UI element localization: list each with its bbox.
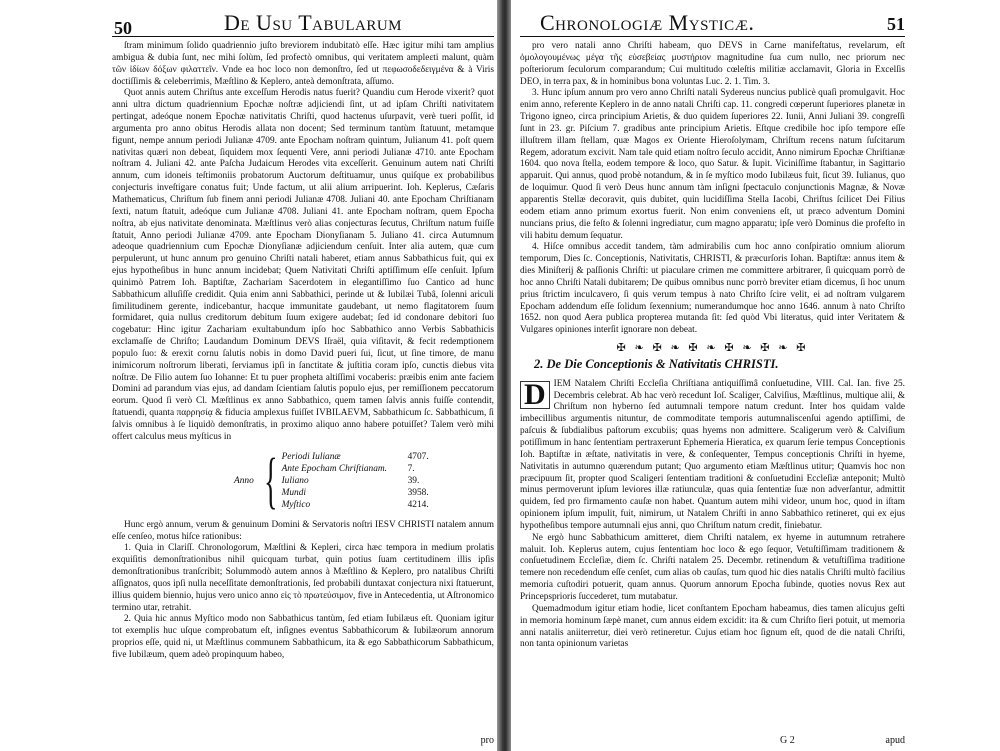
left-paragraph-1: ſtram minimum ſolido quadriennio juſto breviorem indubitatò eſſe. Hæc igitur mihi tam amplius ambigua & dubia ſunt, nec mihi ſolùm, ſed profectò omnibus, qui veritatem ampleɛti malunt, quàm τῶν ἰδίων δόξων φιλαττεῖν. Vnde ea hoc loco non demonſtro, ſed ut πεφωσοδεδειγμένα & à Viris doctiſſimis & celeberrimis, Mæſtlino & Keplero, anteà demonſtrata, aſſumo. bbox=[112, 41, 494, 87]
year-table-label: Ante Epocham Chriſtianam. bbox=[281, 463, 388, 474]
year-table-label: Iuliano bbox=[281, 475, 309, 486]
left-paragraph-4: 1. Quia in Clariſſ. Chronologorum, Mæſtlini & Kepleri, circa hæc tempora in medium prolatis exquiſitis demonſtrationibus nihil quicquam turbat, quin potius ſuam certitudinem illis ipſis demonſtrationibus tranſcribit; Solummodò autem annos à Mæſtlino & Keplero, pro natalibus Chriſti aſſignatos, quos ipſi nulla neceſſitate demonſtrationis, ſed probabili duntaxat conjectura nixi ſtatuerunt, illius quidem biennio, hujus vero unico anno εἰς τὸ πρωτεύσιμον, five in Antecedentia, ut Aſtronomico termino utar, retrahit. bbox=[112, 543, 494, 613]
year-table-value: 4214. bbox=[407, 499, 429, 510]
left-page-number: 50 bbox=[114, 18, 132, 38]
left-running-title: De Usu Tabularum bbox=[224, 10, 402, 35]
right-paragraph-5: Ne ergò hunc Sabbathicum amitteret, diem Chriſti natalem, ex hyeme in autumnum retrahere maluit. Ioh. Keplerus autem, cujus ſententiam hoc loco & ego ſequor, Vetuſtiſſimam traditionem & conſuetudinem Eccleſiæ, diem ſc. Chriſti natalem 25. Decembr. retinendum & vetuſtiſſima traditione temere non recedendum eſſe cenſet, cum alias ob cauſas, tum quod hic dies natalis Chriſti multò facilius memoria cuſtodiri potuerit, quam annus. Quorum annorum Epocha ſubinde, quoties novus Rex aut Princepsprioris ſuccederet, tum mutabatur. bbox=[520, 532, 905, 602]
right-page bbox=[520, 6, 905, 746]
right-page-header bbox=[520, 6, 905, 37]
ornament-band: ✠ ❧ ✠ ❧ ✠ ❧ ✠ ❧ ✠ ❧ ✠ bbox=[616, 342, 809, 355]
brace-icon: { bbox=[263, 446, 278, 515]
year-table bbox=[234, 446, 494, 515]
year-table-value: 3958. bbox=[407, 487, 429, 498]
right-running-title: Chronologiæ Myſticæ. bbox=[540, 10, 755, 35]
right-page-number: 51 bbox=[887, 14, 905, 34]
year-table-value: 39. bbox=[407, 475, 420, 486]
year-table-value: 4707. bbox=[407, 451, 429, 462]
left-paragraph-5: 2. Quia hic annus Myſtico modo non Sabbathicus tantùm, ſed etiam Iubilæus eſt. Quoniam igitur tot exemplis huc uſque comprobatum eſt, inſignes eventus Sabbathicorum & Iubilæorum annorum proprios eſſe, quid ni, ut Mæſtlinus communem Sabbathicum, ita & ego Sabbathicorum Sabbathicum, five Iubilæum, quem adeò propinquum habeo, bbox=[112, 614, 494, 660]
year-table-prefix: Anno bbox=[234, 475, 254, 486]
left-page bbox=[112, 6, 494, 746]
right-paragraph-3: 4. Hiſce omnibus accedit tandem, tàm admirabilis cum hoc anno conſpiratio omnium aliorum temporum, Dies ſc. Conceptionis, Nativitatis, CHRISTI, & præcurſoris Iohan. Baptiſtæ: annus item & dies Miniſterij & paſſionis Chriſti: ut piaculare crimen me committere arbitrarer, ſi quicquam porrò de hoc anno Chriſti Natali dubitarem; De quibus omnibus nunc porrò breviter etiam dicemus, ſi hoc unum prius ſtrictim inculcavero, ſi quis verum tempus à nato Chriſto ſcire velit, ei ad noſtram vulgarem Epocham addendum eſſe ſolidum ſexennium; numerandumque hoc anno 1646. annum à nato Chriſto 1652. non quod Aera publica propterea mutanda ſit: ſed quòd Vbi literatus, quid inter Veritatem & Vulgares opiniones interſit ignorare non debeat. bbox=[520, 242, 905, 336]
signature-mark: G 2 bbox=[780, 735, 795, 746]
left-page-body bbox=[112, 41, 494, 662]
section-heading: 2. De Die Conceptionis & Nativitatis CHRISTI. bbox=[534, 356, 779, 371]
year-table-rows bbox=[282, 451, 448, 511]
right-paragraph-4: IEM Natalem Chriſti Eccleſia Chriſtiana antiquiſſimâ conſuetudine, VIII. Cal. Ian. five 25. Decembris celebrat. Ab hac verò recedunt Ioſ. Scaliger, Calviſius, Mæſtlinus, multique alii, & Chriſtum non hyberno ſed autumnali tempore natum credunt. Inter hos quidam valde imbecillibus argumentis nituntur, de commoditate temporis autumnaliscenſui agendo aptiſſimi, de paſcuis & ſubdialibus paſtorum excubiis; quas hyems non admittere. Scaligerum verò & Calviſium potiſſimum in hanc ſententiam pertraxerunt Ephemeria Hieratica, ex quarum ſerie tempus Conceptionis Ioh. Baptiſtæ in æſtate, nativitatis in vere, & conſequenter, Tempus conceptionis Chriſti in hyeme, Nativitatis in autumno quærendum putant; Quo argumento etiam Mæſtlinus utitur; Quamvis hoc non præcipuum ſit, propter quod Scaligeri ſententiam traditioni & conſuetudini Eccleſiæ anteponit; Multò minus permoverunt ipſum leviores illæ ratiunculæ, quas quia ſententiæ ſuæ non adverſantur, admittit quidem, ſed pro firmamento cauſæ non habet. Quantum autem mihi videor, unum hoc, quod in iſtam opinionem ipſum impulit, fuit, nimirum, ut Natalem Chriſti in anno Sabbathico retineret, qui ex ejus hypotheſibus tempore autumnali ejus anni, quo Chriſtum natum credit, finiebatur. bbox=[520, 378, 905, 531]
year-table-label: Mundi bbox=[281, 487, 307, 498]
right-paragraph-6: Quemadmodum igitur etiam hodie, licet conſtantem Epocham habeamus, dies tamen alicujus geſti in memoria hominum ſæpè manet, cum annus eidem excidit: ita & cum Chriſto ſieri potuit, ut memoria anni natalis aniiterretur, diei verò retineretur. Cujus etiam hoc ſignum eſt, quod de die natali Chriſti, non tanta opinionum varietas bbox=[520, 603, 905, 650]
left-catchword: pro bbox=[480, 735, 494, 746]
right-paragraph-1: pro vero natali anno Chriſti habeam, quo DEVS in Carne manifeſtatus, revelarum, eſt ὁμολογουμένως μέγα τῆς εὐσεβείας μυστήριον magnitudine ſua cum nullo, nec priorum nec poſteriorum ſeculorum comparandum; Cui multitudo cœleſtis militiæ acclamavit, Gloria in Excelſis DEO, in terra pax, & in hominibus bona voluntas Luc. 2. 1. Tim. 3. bbox=[520, 41, 905, 87]
left-page-header bbox=[112, 6, 494, 37]
right-page-body bbox=[520, 41, 905, 651]
left-paragraph-2: Quot annis autem Chriſtus ante exceſſum Herodis natus fuerit? Quandiu cum Herode vixerit? quot anni ultra dictum quadriennium Epochæ noſtræ adjiciendi ſint, ut ad ipſam Chriſti nativitatem pertingat, adeóque nonem Epochæ nativitatis Chriſti, quod hactenus uſurpavit, verè tueri poſſit, id argumenta pro anno obitus Herodis allata non docent; Sed terminum tantùm ſtatuunt, metamque figunt, nempe annum periodi Julianæ 4709. ante Epocham noſtram quintum, Julianum 41. poſt quem nativitas quæri non debeat, ſiquidem mox ſequenti Vere, anni periodi Julianæ 4710. ante Epocham noſtram 4. Juliani 42. ante Paſcha Judaicum Herodes vita exceſſerit. Genuinum autem nati Chriſti annum, cum idoneis teſtimoniis probatorum Auctorum deſtituamur, unus quiſque ex probabilibus conjecturis inveſtigare conatus fuit; Unde factum, ut alii alium arripuerint. Ioh. Keplerus, Cæſaris Mathematicus, Chriſtum ſub finem anni periodi Julianæ 4708. Juliani 40. ante Epocham Chriſtianam ſexti, natum ſtatuit, adeóque cum Julianæ 4708. Juliani 41. ante Epocham noſtram, quem Epocha noſtra, ab ejus nativitate denominata. Mæſtlinus verò alias conjecturas ſecutus, Chriſtum natum fuiſſe ſtatuit, Anno periodi Julianæ 4709. ante Epocham Dionyſianam 5. Juliano 41. circa Autumnum adeoque quadriennium cum Epochæ Dionyſianæ adjiciendum cenſuit. Inter alia autem, quæ cum perpulerunt, ut hunc annum pro genuino Chriſti natali haberet, etiam annus Sabbathicus fuit, qui ex ejus hypotheſibus in hunc annum incidebat; Quem Nativitati Chriſti aptiſſimum eſſe cenſuit. Ipſum quinimò Patrem Ioh. Baptiſtæ, Zachariam Sacerdotem in elegantiſſimo ſuo Cantico ad hunc Sabbathicum alluſiſſe credidit. Quia enim anni Sabbathici, perinde ut & Iubilæi Tubâ, ſolenni ariculi ſimilitudinem gerente, indicebantur, hacque immunitate gaudebant, ut nemo flagitatorem ſuum formidaret, quia nullus creditorum debitum ſuum exigere audebat; ſed id condonare debitori ſuo cogebatur: Hinc igitur Zachariam exultabundum ipſo hoc Sabbathico anno Verbis Sabbathicis exclamaſſe de Chriſto; Laudandum Dominum DEVS Iſraël, quia viſitavit, & fecit redemptionem populo ſuo: & erexit cornu ſalutis nobis in domo David pueri ſui, ſicut, ut ſine timore, de manu inimicorum noſtrorum liberati, ſerviamus ipſi in ſanctitate & juſtitia coram ipſo, cunctis diebus vita noſtræ. De Filio autem ſuo Iohanne: Et tu puer propheta altiſſimi vocaberis: præibis enim ante faciem Domini ad parandum vias ejus, ad dandam ſcientiam ſalutis populo ejus, per remiſſionem peccatorum eorum. Quod ſi verò Cl. Mæſtlinus ex anno Sabbathico, quem tamen ſalvis annis fuiſſe contendit, ſtatuendi, quanta παρρησίᾳ & fiducia amplexus fuiſſet IVBILAEVM, Sabbathicum ſc. Sabbathicum, ſi ſalvis omnibus à ſe liquidò demonſtratis, in proximo aliquo anno habere potuiſſet? Talem verò mihi offert calculus meus myſticus in bbox=[112, 88, 494, 442]
year-table-label: Myſtico bbox=[281, 499, 311, 510]
year-table-value: 7. bbox=[407, 463, 415, 474]
book-gutter bbox=[497, 0, 511, 751]
right-catchword: apud bbox=[885, 735, 905, 746]
drop-cap: D bbox=[520, 381, 550, 409]
year-table-label: Periodi Iulianæ bbox=[281, 451, 341, 462]
left-paragraph-3: Hunc ergò annum, verum & genuinum Domini & Servatoris noſtri IESV CHRISTI natalem annum eſſe cenſeo, motus hiſce rationibus: bbox=[112, 519, 494, 542]
right-paragraph-2: 3. Hunc ipſum annum pro vero anno Chriſti natali Sydereus nuncius publicè quaſi promulgavit. Hoc enim anno, referente Keplero in de anno natali Chriſti cap. 11. congredi cœperunt ſuperiores planetæ in Trigono igneo, circa principium Arietis, & duo quidem ſuperiores 22. Iunii, Anni Juliani 39. congreſſi ſunt in 23. gr. Piſcium 7. gradibus ante principium Arietis. Eſtque credibile hoc ipſo tempore eſſe illuſtrem illam ſtellam, quæ Magos ex Oriente Hieroſolymam, Chriſtum recens natum ſuſcitarum Regem, adoratum excivit. Nam tale quid etiam noſtro ſeculo accidit, Anno nimirum Epochæ Chriſtianæ 1604. quo nova ſtella, eodem tempore & loco, quo Satur. & Iupit. Viciniſſime ſtabantur, in Sagittario apparuit. Qui annus, quod probè notandum, & in ſe myſtico modo Iubilæus fuit, ſicut 39. Iulianus, quo de loquimur. Quod ſi verò Deus hunc annum tàm inſigni ſpectaculo conjunctionis Magnæ, & Novæ apparentis Stellæ decoravit, quis dubitet, quin lucidiſſima Stella Iacobi, Chriſtus ſcilicet Dei Filius eodem etiam anno primum exortus fuerit. Non enim conveniens eſt, ut præco adventum Domini nuncians prius, die feſto & ſolenni ingrediatur, cum magno apparatu; ipſe verò Dominus die profeſto in vili habitu demum ſequatur. bbox=[520, 88, 905, 241]
